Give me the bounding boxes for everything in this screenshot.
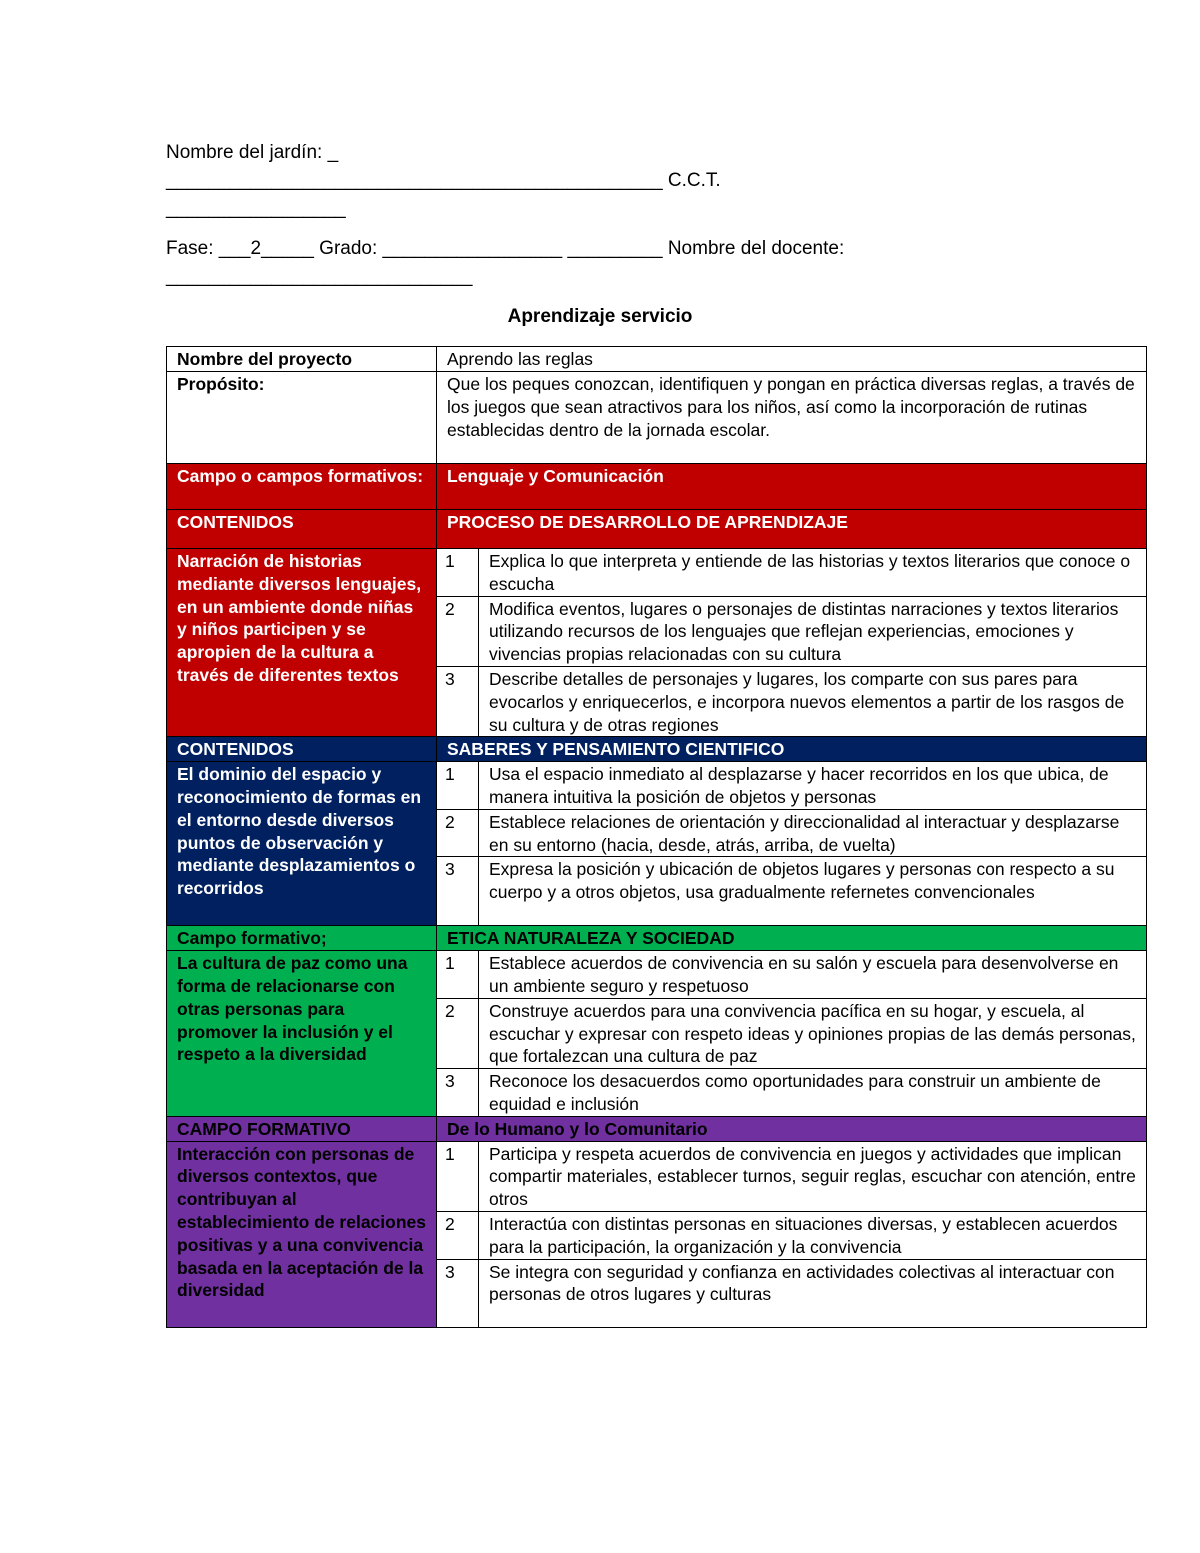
item-number: 3 xyxy=(437,1069,479,1117)
table-row xyxy=(167,951,1147,999)
purpose-label: Propósito: xyxy=(167,372,437,464)
content-cell: Narración de historias mediante diversos lenguajes, en un ambiente donde niñas y niños participen y se apropien de la cultura a través de diferentes textos xyxy=(167,549,437,737)
item-number: 3 xyxy=(437,857,479,926)
content-cell: Interacción con personas de diversos contextos, que contribuyan al establecimiento de relaciones positivas y a una convivencia basada en la aceptación de la diversidad xyxy=(167,1141,437,1327)
field-value: Lenguaje y Comunicación xyxy=(437,464,1147,510)
item-text: Usa el espacio inmediato al desplazarse y hacer recorridos en los que ubica, de manera intuitiva la posición de objetos y personas xyxy=(479,762,1147,810)
item-text: Construye acuerdos para una convivencia pacífica en su hogar, y escuela, al escuchar y expresar con respeto ideas y opiniones propias de las demás personas, que fortalezcan una cultura de paz xyxy=(479,998,1147,1068)
section-header-left: CONTENIDOS xyxy=(167,737,437,762)
item-text: Interactúa con distintas personas en situaciones diversas, y establecen acuerdos para la participación, la organización y la convivencia xyxy=(479,1211,1147,1259)
section-header-right: SABERES Y PENSAMIENTO CIENTIFICO xyxy=(437,737,1147,762)
cct-blank-line: _________________ xyxy=(166,198,346,219)
project-name-row xyxy=(167,347,1147,372)
content-cell: La cultura de paz como una forma de relacionarse con otras personas para promover la inclusión y el respeto a la diversidad xyxy=(167,951,437,1117)
item-number: 1 xyxy=(437,951,479,999)
section-header-right: PROCESO DE DESARROLLO DE APRENDIZAJE xyxy=(437,510,1147,549)
section-header-row xyxy=(167,510,1147,549)
item-text: Establece acuerdos de convivencia en su salón y escuela para desenvolverse en un ambiente seguro y respetuoso xyxy=(479,951,1147,999)
phase-grade-teacher-line: Fase: ___2_____ Grado: _________________ _________ Nombre del docente: xyxy=(166,238,845,259)
item-text: Expresa la posición y ubicación de objetos lugares y personas con respecto a su cuerpo y a otros objetos, usa gradualmente refernetes convencionales xyxy=(479,857,1147,926)
section-header-row xyxy=(167,926,1147,951)
project-name-value: Aprendo las reglas xyxy=(437,347,1147,372)
section-header-right: ETICA NATURALEZA Y SOCIEDAD xyxy=(437,926,1147,951)
cct-line: _______________________________________________ C.C.T. xyxy=(166,170,721,191)
table-row xyxy=(167,1141,1147,1211)
item-number: 2 xyxy=(437,809,479,857)
item-number: 1 xyxy=(437,762,479,810)
item-text: Reconoce los desacuerdos como oportunidades para construir un ambiente de equidad e inclusión xyxy=(479,1069,1147,1117)
item-number: 1 xyxy=(437,549,479,597)
section-header-left: CAMPO FORMATIVO xyxy=(167,1116,437,1141)
teacher-blank-line: _____________________________ xyxy=(166,266,473,287)
purpose-row xyxy=(167,372,1147,464)
item-text: Explica lo que interpreta y entiende de las historias y textos literarios que conoce o escucha xyxy=(479,549,1147,597)
kindergarten-name-line: Nombre del jardín: _ xyxy=(166,142,339,163)
content-cell: El dominio del espacio y reconocimiento de formas en el entorno desde diversos puntos de observación y mediante desplazamientos o recorridos xyxy=(167,762,437,926)
project-name-label: Nombre del proyecto xyxy=(167,347,437,372)
item-number: 2 xyxy=(437,596,479,666)
item-number: 2 xyxy=(437,998,479,1068)
item-text: Participa y respeta acuerdos de convivencia en juegos y actividades que implican compartir materiales, establecer turnos, seguir reglas, escuchar con atención, entre otros xyxy=(479,1141,1147,1211)
item-number: 3 xyxy=(437,666,479,736)
project-table xyxy=(166,346,1147,1328)
section-header-left: CONTENIDOS xyxy=(167,510,437,549)
section-header-left: Campo formativo; xyxy=(167,926,437,951)
item-text: Modifica eventos, lugares o personajes de distintas narraciones y textos literarios utilizando recursos de los lenguajes que reflejan experiencias, emociones y vivencias propias relacionadas con su cultura xyxy=(479,596,1147,666)
table-row xyxy=(167,549,1147,597)
field-row xyxy=(167,464,1147,510)
item-number: 1 xyxy=(437,1141,479,1211)
page-title: Aprendizaje servicio xyxy=(507,306,693,327)
section-header-right: De lo Humano y lo Comunitario xyxy=(437,1116,1147,1141)
purpose-value: Que los peques conozcan, identifiquen y pongan en práctica diversas reglas, a través de los juegos que sean atractivos para los niños, así como la incorporación de rutinas establecidas dentro de la jornada escolar. xyxy=(437,372,1147,464)
section-header-row xyxy=(167,1116,1147,1141)
item-text: Describe detalles de personajes y lugares, los comparte con sus pares para evocarlos y enriquecerlos, e incorpora nuevos elementos a partir de los rasgos de su cultura y de otras regiones xyxy=(479,666,1147,736)
table-row xyxy=(167,762,1147,810)
item-number: 2 xyxy=(437,1211,479,1259)
item-text: Establece relaciones de orientación y direccionalidad al interactuar y desplazarse en su entorno (hacia, desde, atrás, arriba, de vuelta) xyxy=(479,809,1147,857)
section-header-row xyxy=(167,737,1147,762)
field-label: Campo o campos formativos: xyxy=(167,464,437,510)
item-text: Se integra con seguridad y confianza en actividades colectivas al interactuar con personas de otros lugares y culturas xyxy=(479,1259,1147,1327)
item-number: 3 xyxy=(437,1259,479,1327)
